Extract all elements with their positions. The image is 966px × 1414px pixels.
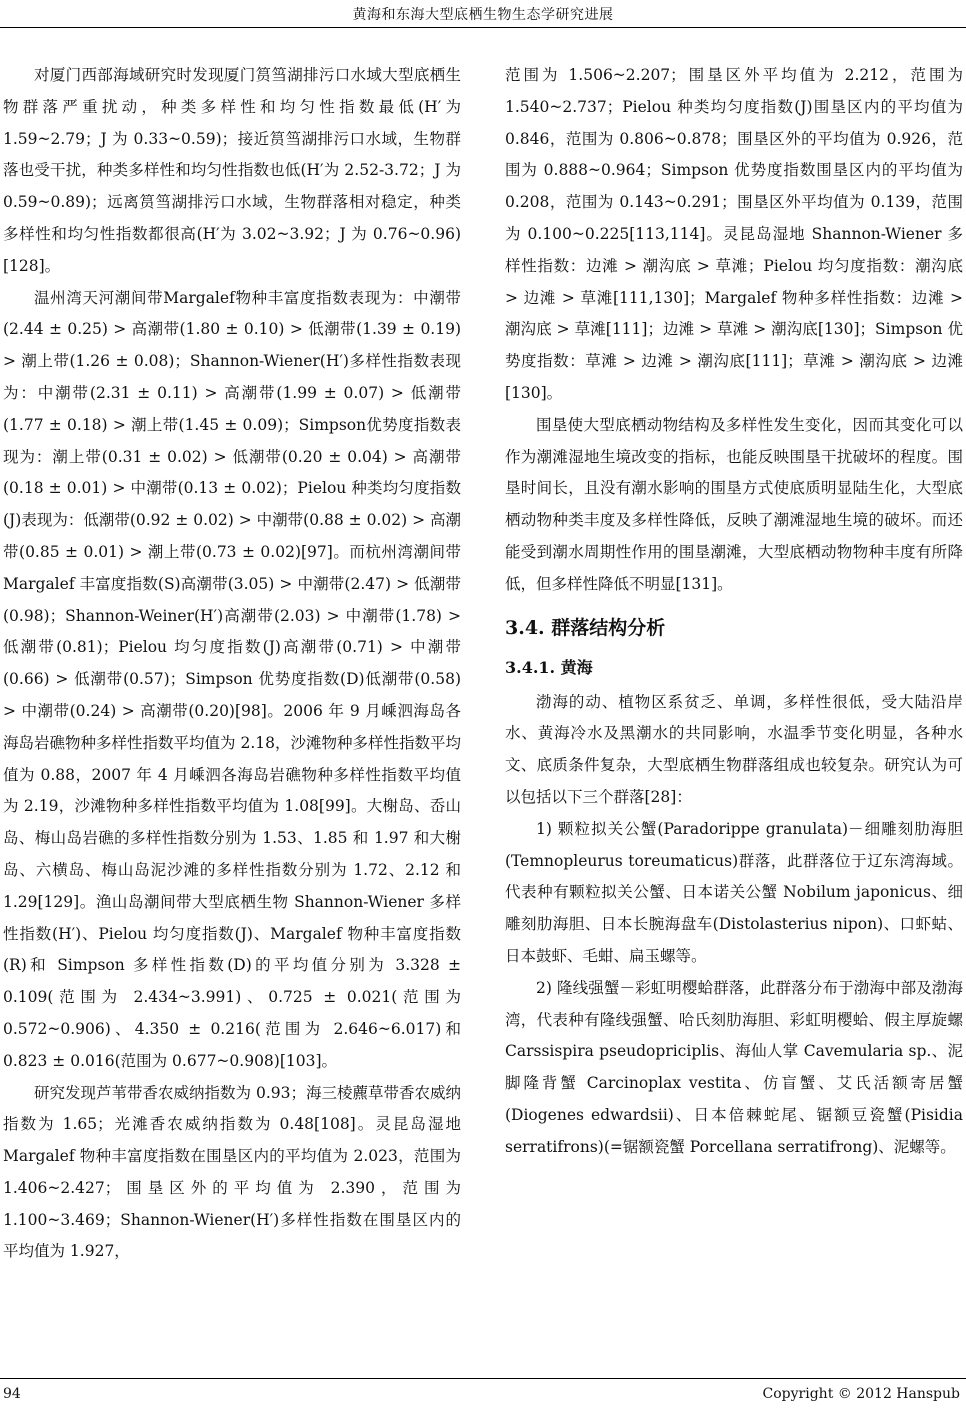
- copyright-notice: Copyright © 2012 Hanspub: [762, 1386, 960, 1402]
- left-column: [3, 60, 461, 1350]
- paragraph-community-1: 1) 颗粒拟关公蟹(Paradorippe granulata)－细雕刻肋海胆(Temnopleurus toreumaticus)群落，此群落位于辽东湾海域。代表种有颗粒拟关公蟹、日本诺关公蟹 Nobilum japonicus、细雕刻肋海胆、日本长腕海盘车(Distolasterius nipon)、口虾蛄、日本鼓虾、毛蚶、扁玉螺等。: [505, 819, 963, 965]
- paragraph-yellow-sea: 渤海的动、植物区系贫乏、单调，多样性很低，受大陆沿岸水、黄海冷水及黑潮水的共同影响，水温季节变化明显，各种水文、底质条件复杂，大型底栖生物群落组成也较复杂。研究认为可以包括以下三个群落[28]：: [505, 692, 963, 806]
- footer-rule: [0, 1378, 966, 1379]
- paragraph-community-2: 2) 隆线强蟹－彩虹明樱蛤群落，此群落分布于渤海中部及渤海湾，代表种有隆线强蟹、哈氏刻肋海胆、彩虹明樱蛤、假主厚旋螺 Carssispira pseudopriciplis、海仙人掌 Cavemularia sp.、泥脚隆背蟹 Carcinoplax vestita、仿盲蟹、艾氏活额寄居蟹(Diogenes edwardsii)、日本倍棘蛇尾、锯额豆瓷蟹(Pisidia serratifrons)(=锯额瓷蟹 Porcellana serratifrong)、泥螺等。: [505, 978, 963, 1156]
- paragraph-xiamen: 对厦门西部海域研究时发现厦门筼筜湖排污口水域大型底栖生物群落严重扰动，种类多样性和均匀性指数最低(H′为 1.59~2.79；J 为 0.33~0.59)；接近筼筜湖排污口水域，生物群落也受干扰，种类多样性和均匀性指数也低(H′为 2.52-3.72；J 为 0.59~0.89)；远离筼筜湖排污口水域，生物群落相对稳定，种类多样性和均匀性指数都很高(H′为 3.02~3.92；J 为 0.76~0.96)[128]。: [3, 66, 461, 275]
- subsection-heading: 3.4.1. 黄海: [505, 657, 593, 677]
- header-rule: [0, 27, 966, 28]
- right-column: [505, 60, 963, 1350]
- paragraph-wenzhou-hangzhou: 温州湾天河潮间带Margalef物种丰富度指数表现为：中潮带(2.44 ± 0.25) > 高潮带(1.80 ± 0.10) > 低潮带(1.39 ± 0.19) > 潮上带(1.26 ± 0.08)；Shannon-Wiener(H′)多样性指数表现为：中潮带(2.31 ± 0.11) > 高潮带(1.99 ± 0.07) > 低潮带(1.77 ± 0.18) > 潮上带(1.45 ± 0.09)；Simpson优势度指数表现为：潮上带(0.31 ± 0.02) > 低潮带(0.20 ± 0.04) > 高潮带(0.18 ± 0.01) > 中潮带(0.13 ± 0.02)；Pielou 种类均匀度指数(J)表现为：低潮带(0.92 ± 0.02) > 中潮带(0.88 ± 0.02) > 高潮带(0.85 ± 0.01) > 潮上带(0.73 ± 0.02)[97]。而杭州湾潮间带 Margalef 丰富度指数(S)高潮带(3.05) > 中潮带(2.47) > 低潮带(0.98)；Shannon-Weiner(H′)高潮带(2.03) > 中潮带(1.78) > 低潮带(0.81)；Pielou 均匀度指数(J)高潮带(0.71) > 中潮带(0.66) > 低潮带(0.57)；Simpson 优势度指数(D)低潮带(0.58) > 中潮带(0.24) > 高潮带(0.20)[98]。2006 年 9 月嵊泗海岛各海岛岩礁物种多样性指数平均值为 2.18，沙滩物种多样性指数平均值为 0.88，2007 年 4 月嵊泗各海岛岩礁物种多样性指数平均值为 2.19，沙滩物种多样性指数平均值为 1.08[99]。大榭岛、岙山岛、梅山岛岩礁的多样性指数分别为 1.53、1.85 和 1.97 和大榭岛、六横岛、梅山岛泥沙滩的多样性指数分别为 1.72、2.12 和 1.29[129]。渔山岛潮间带大型底栖生物 Shannon-Wiener 多样性指数(H′)、Pielou 均匀度指数(J)、Margalef 物种丰富度指数(R)和 Simpson 多样性指数(D)的平均值分别为 3.328 ± 0.109(范围为 2.434~3.991)、0.725 ± 0.021(范围为 0.572~0.906)、4.350 ± 0.216(范围为 2.646~6.017)和 0.823 ± 0.016(范围为 0.677~0.908)[103]。: [3, 288, 461, 1070]
- section-heading: 3.4. 群落结构分析: [505, 616, 666, 639]
- paragraph-reclamation: 围垦使大型底栖动物结构及多样性发生变化，因而其变化可以作为潮滩湿地生境改变的指标，也能反映围垦干扰破坏的程度。围垦时间长，且没有潮水影响的围垦方式使底质明显陆生化，大型底栖动物种类丰度及多样性降低，反映了潮滩湿地生境的破坏。而还能受到潮水周期性作用的围垦潮滩，大型底栖动物物种丰度有所降低，但多样性降低不明显[131]。: [505, 415, 963, 593]
- running-title: 黄海和东海大型底栖生物生态学研究进展: [352, 7, 614, 23]
- page-number: 94: [3, 1386, 21, 1402]
- paragraph-lingkun-continued: 范围为 1.506~2.207；围垦区外平均值为 2.212，范围为 1.540~2.737；Pielou 种类均匀度指数(J)围垦区内的平均值为 0.846，范围为 0.806~0.878；围垦区外的平均值为 0.926，范围为 0.888~0.964；Simpson 优势度指数围垦区内的平均值为 0.208，范围为 0.143~0.291；围垦区外平均值为 0.139，范围为 0.100~0.225[113,114]。灵昆岛湿地 Shannon-Wiener 多样性指数：边滩 > 潮沟底 > 草滩；Pielou 均匀度指数：潮沟底 > 边滩 > 草滩[111,130]；Margalef 物种多样性指数：边滩 > 潮沟底 > 草滩[111]；边滩 > 草滩 > 潮沟底[130]；Simpson 优势度指数：草滩 > 边滩 > 潮沟底[111]；草滩 > 潮沟底 > 边滩[130]。: [505, 66, 963, 402]
- paragraph-lingkun-start: 研究发现芦苇带香农威纳指数为 0.93；海三棱藨草带香农威纳指数为 1.65；光滩香农威纳指数为 0.48[108]。灵昆岛湿地 Margalef 物种丰富度指数在围垦区内的平均值为 2.023，范围为 1.406~2.427；围垦区外的平均值为 2.390，范围为 1.100~3.469；Shannon-Wiener(H′)多样性指数在围垦区内的平均值为 1.927，: [3, 1083, 461, 1261]
